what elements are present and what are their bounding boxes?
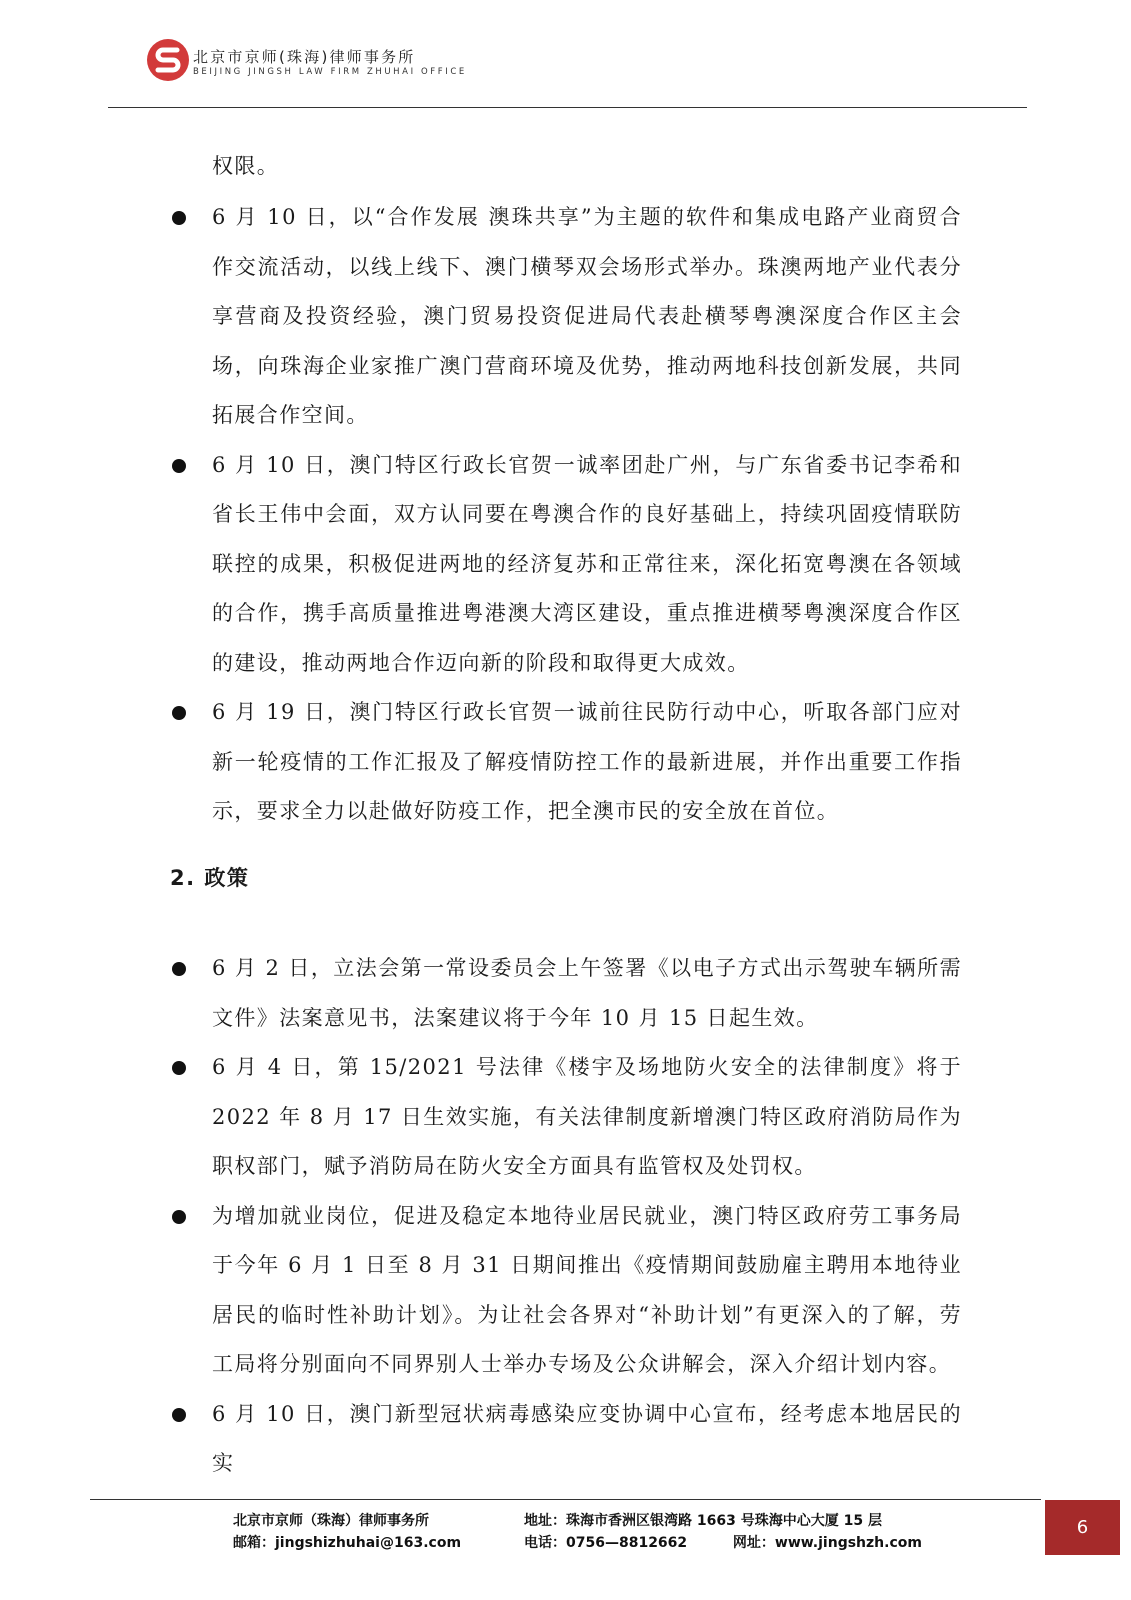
- bullet-icon: [172, 459, 186, 473]
- list-item-text: 为增加就业岗位，促进及稳定本地待业居民就业，澳门特区政府劳工事务局于今年 6 月 1 日至 8 月 31 日期间推出《疫情期间鼓励雇主聘用本地待业居民的临时性补助计划》。为让社会各界对“补助计划”有更深入的了解，劳工局将分别面向不同界别人士举办专场及公众讲解会，深入介绍计划内容。: [212, 1203, 962, 1376]
- footer-email: 邮箱：jingshizhuhai@163.com: [233, 1535, 462, 1551]
- firm-name-en: BEIJING JINGSH LAW FIRM ZHUHAI OFFICE: [193, 67, 467, 77]
- continued-paragraph: 权限。: [212, 154, 280, 178]
- list-item: [0, 688, 962, 837]
- list-item-text: 6 月 19 日，澳门特区行政长官贺一诚前往民防行动中心，听取各部门应对新一轮疫情的工作汇报及了解疫情防控工作的最新进展，并作出重要工作指示，要求全力以赴做好防疫工作，把全澳市民的安全放在首位。: [212, 700, 962, 823]
- bullet-icon: [172, 962, 186, 976]
- footer-address: 地址：珠海市香洲区银湾路 1663 号珠海中心大厦 15 层: [524, 1513, 882, 1529]
- section-heading: 2. 政策: [170, 866, 250, 890]
- footer-website: 网址：www.jingshzh.com: [732, 1535, 922, 1551]
- footer-phone: 电话：0756—8812662: [524, 1535, 688, 1551]
- list-item-text: 6 月 10 日，澳门特区行政长官贺一诚率团赴广州，与广东省委书记李希和省长王伟中会面，双方认同要在粤澳合作的良好基础上，持续巩固疫情联防联控的成果，积极促进两地的经济复苏和正常往来，深化拓宽粤澳在各领域的合作，携手高质量推进粤港澳大湾区建设，重点推进横琴粤澳深度合作区的建设，推动两地合作迈向新的阶段和取得更大成效。: [212, 452, 962, 675]
- footer-divider: [90, 1499, 1041, 1500]
- policy-list: [0, 944, 1131, 1489]
- list-item-text: 6 月 4 日，第 15/2021 号法律《楼宇及场地防火安全的法律制度》将于 2022 年 8 月 17 日生效实施，有关法律制度新增澳门特区政府消防局作为职权部门，赋予消防局在防火安全方面具有监管权及处罚权。: [212, 1055, 962, 1178]
- page-number-badge: [1045, 1500, 1120, 1555]
- list-item: [0, 944, 962, 1043]
- bullet-icon: [172, 1061, 186, 1075]
- list-item: [0, 441, 962, 689]
- list-item: [0, 1043, 962, 1192]
- footer-contact-left: [233, 1510, 461, 1554]
- list-item: [0, 193, 962, 441]
- firm-name-cn: 北京市京师(珠海)律师事务所: [193, 48, 416, 66]
- firm-logo-icon: [146, 38, 190, 82]
- page-number: 6: [1076, 1517, 1089, 1538]
- bullet-icon: [172, 706, 186, 720]
- list-item: [0, 1390, 962, 1489]
- list-item: [0, 1192, 962, 1390]
- header-divider: [108, 107, 1027, 108]
- footer-phone-web: [524, 1532, 922, 1554]
- list-item-text: 6 月 10 日，以“合作发展 澳珠共享”为主题的软件和集成电路产业商贸合作交流活动，以线上线下、澳门横琴双会场形式举办。珠澳两地产业代表分享营商及投资经验，澳门贸易投资促进局代表赴横琴粤澳深度合作区主会场，向珠海企业家推广澳门营商环境及优势，推动两地科技创新发展，共同拓展合作空间。: [212, 205, 962, 427]
- list-item-text: 6 月 10 日，澳门新型冠状病毒感染应变协调中心宣布，经考虑本地居民的实: [212, 1401, 962, 1475]
- bullet-icon: [172, 1210, 186, 1224]
- footer-firm-name: 北京市京师（珠海）律师事务所: [233, 1513, 429, 1529]
- footer-contact-right: [524, 1510, 922, 1554]
- news-list: [0, 193, 1131, 837]
- bullet-icon: [172, 1408, 186, 1422]
- list-item-text: 6 月 2 日，立法会第一常设委员会上午签署《以电子方式出示驾驶车辆所需文件》法案意见书，法案建议将于今年 10 月 15 日起生效。: [212, 956, 962, 1030]
- bullet-icon: [172, 211, 186, 225]
